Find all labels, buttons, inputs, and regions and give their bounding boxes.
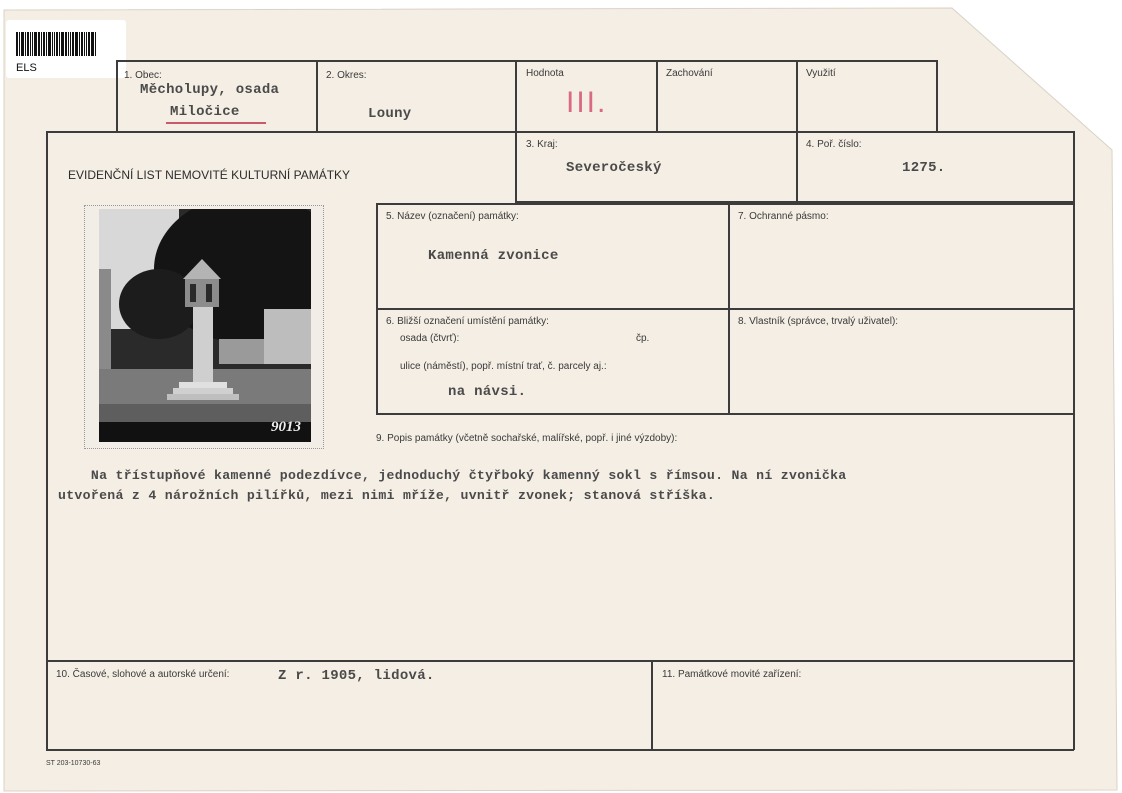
nazev-value: Kamenná zvonice (428, 248, 559, 264)
frame-bottom-rule (46, 749, 1074, 751)
header-left-rule (116, 60, 118, 132)
header-right-rule (936, 60, 938, 132)
vlastnik-label: 8. Vlastník (správce, trvalý uživatel): (738, 316, 899, 327)
box6-top-rule (376, 308, 1074, 310)
popis-line-2: utvořená z 4 nárožních pilířků, mezi nimi mříže, uvnitř zvonek; stanová stříška. (58, 488, 716, 503)
popis-label: 9. Popis památky (včetně sochařské, malířské, popř. i jiné výzdoby): (376, 433, 678, 444)
umisteni-value: na návsi. (448, 384, 527, 400)
osada-value: Miločice (170, 104, 240, 120)
header-divider-2 (515, 60, 517, 132)
footer-code: ST 203-10730-63 (46, 760, 101, 767)
header-divider-1 (316, 60, 318, 132)
obec-label: 1. Obec: (124, 70, 162, 81)
zachovani-label: Zachování (666, 68, 713, 79)
casove-value: Z r. 1905, lidová. (278, 668, 435, 684)
osada-label: osada (čtvrť): (400, 333, 460, 344)
okres-value: Louny (368, 106, 412, 122)
popis-line-1: Na třístupňové kamenné podezdívce, jednoduchý čtyřboký kamenný sokl s římsou. Na ní zvonička (58, 468, 847, 483)
barcode-icon (16, 32, 111, 56)
osada-underline (166, 122, 266, 124)
umisteni-label: 6. Bližší označení umístění památky: (386, 316, 549, 327)
kraj-label: 3. Kraj: (526, 139, 558, 150)
header-top-rule (116, 60, 937, 62)
okres-label: 2. Okres: (326, 70, 367, 81)
frame-right-rule (1073, 131, 1075, 750)
vyuziti-label: Využití (806, 68, 836, 79)
frame-left-rule (46, 131, 48, 750)
hodnota-value: III. (566, 86, 608, 119)
casove-label: 10. Časové, slohové a autorské určení: (56, 669, 230, 680)
movite-label: 11. Památkové movité zařízení: (662, 669, 802, 680)
box10-top-rule (46, 660, 1074, 662)
por-cislo-value: 1275. (902, 160, 946, 176)
nazev-label: 5. Název (označení) památky: (386, 211, 519, 222)
obec-value: Měcholupy, osada (140, 82, 280, 98)
monument-photo (99, 209, 311, 442)
header-divider-3 (656, 60, 658, 132)
box5-top-rule (376, 203, 1074, 205)
kraj-value: Severočeský (566, 160, 662, 176)
box6-bottom-rule (376, 413, 1074, 415)
photo-mount (84, 205, 324, 449)
barcode-text: ELS (16, 62, 37, 74)
frame-top-rule (46, 131, 1074, 133)
hodnota-label: Hodnota (526, 68, 564, 79)
kraj-right-rule (796, 131, 798, 201)
por-cislo-label: 4. Poř. číslo: (806, 139, 862, 150)
photo-number: 9013 (271, 419, 301, 435)
ochranne-pasmo-label: 7. Ochranné pásmo: (738, 211, 829, 222)
form-title: EVIDENČNÍ LIST NEMOVITÉ KULTURNÍ PAMÁTKY (68, 168, 351, 182)
cp-label: čp. (636, 333, 650, 344)
header-divider-4 (796, 60, 798, 132)
belfry-image (99, 209, 311, 442)
barcode-sticker (6, 20, 126, 78)
kraj-left-rule (515, 131, 517, 201)
ulice-label: ulice (náměstí), popř. místní trať, č. parcely aj.: (400, 361, 607, 372)
box10-divider (651, 660, 653, 750)
